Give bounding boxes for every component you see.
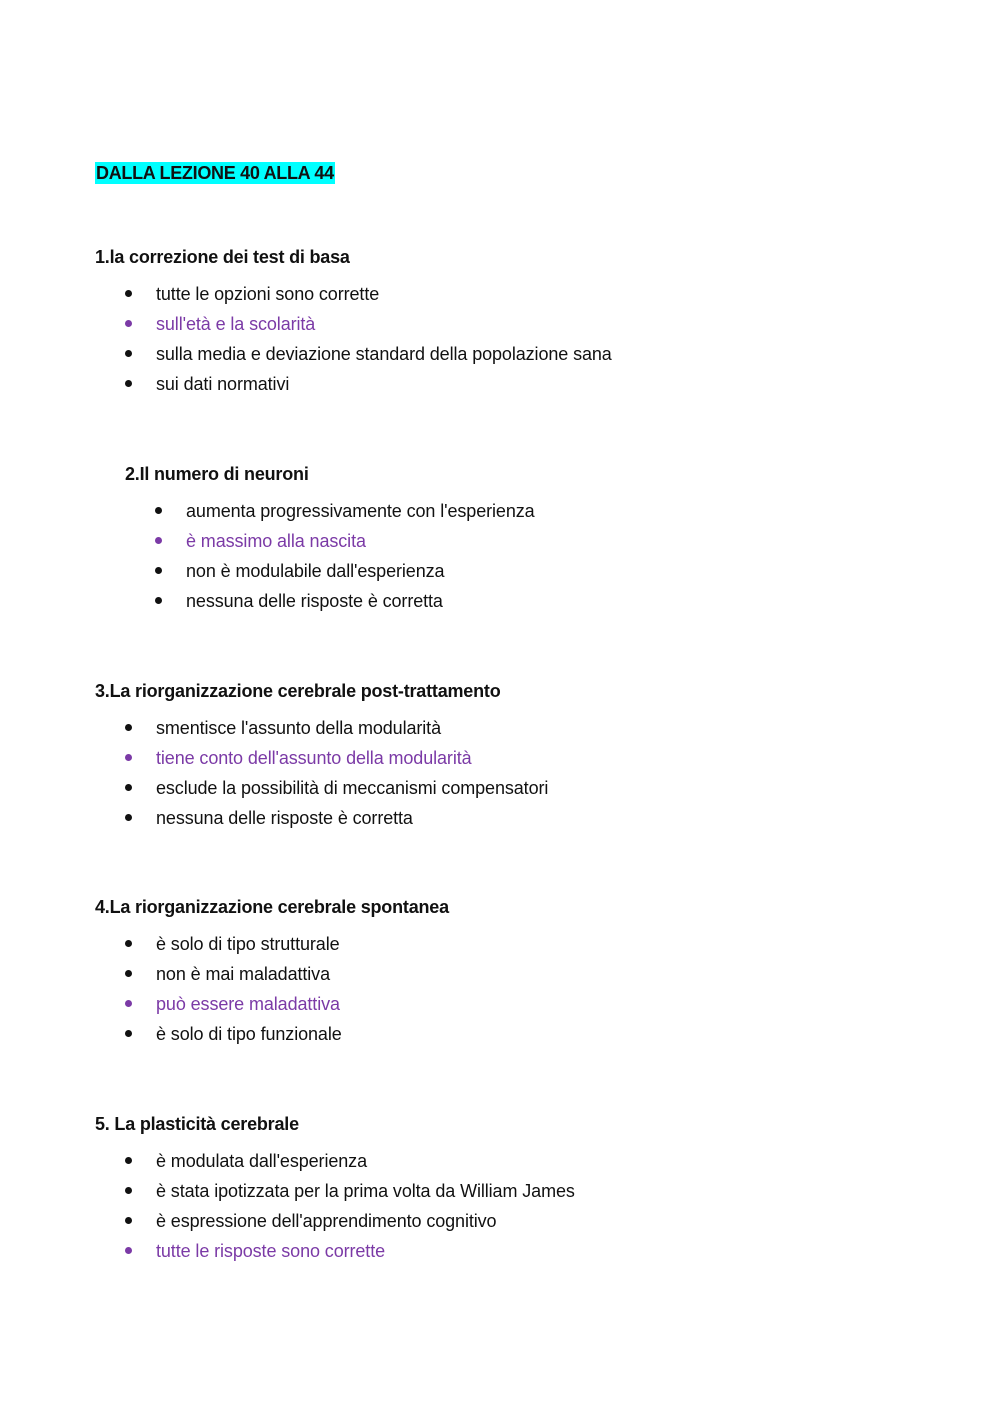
bullet-icon — [125, 814, 132, 821]
bullet-icon — [125, 1157, 132, 1164]
bullet-icon — [155, 567, 162, 574]
answer-text: aumenta progressivamente con l'esperienza — [186, 501, 535, 521]
answer-list — [95, 1146, 575, 1266]
question-heading: 4.La riorganizzazione cerebrale spontanea — [95, 897, 449, 917]
question-heading: 3.La riorganizzazione cerebrale post-trattamento — [95, 681, 501, 701]
answer-list — [95, 279, 612, 399]
bullet-icon — [125, 290, 132, 297]
answer-option — [95, 929, 449, 959]
answer-option — [95, 339, 612, 369]
bullet-icon — [125, 380, 132, 387]
answer-option — [95, 279, 612, 309]
document-title-highlight: DALLA LEZIONE 40 ALLA 44 — [96, 163, 334, 183]
answer-text: è massimo alla nascita — [186, 531, 366, 551]
question-heading: 2.Il numero di neuroni — [125, 464, 309, 484]
answer-option — [95, 369, 612, 399]
answer-text: nessuna delle risposte è corretta — [156, 808, 413, 828]
answer-text: non è mai maladattiva — [156, 964, 330, 984]
bullet-icon — [125, 1247, 132, 1254]
answer-text: tiene conto dell'assunto della modularità — [156, 748, 472, 768]
answer-option — [95, 959, 449, 989]
answer-text: smentisce l'assunto della modularità — [156, 718, 441, 738]
bullet-icon — [125, 1000, 132, 1007]
answer-text: nessuna delle risposte è corretta — [186, 591, 443, 611]
question-1 — [95, 246, 612, 399]
answer-option — [95, 773, 548, 803]
answer-text: tutte le opzioni sono corrette — [156, 284, 380, 304]
bullet-icon — [155, 597, 162, 604]
answer-option — [125, 496, 535, 526]
bullet-icon — [125, 940, 132, 947]
bullet-icon — [125, 970, 132, 977]
bullet-icon — [125, 320, 132, 327]
answer-list — [125, 496, 535, 616]
answer-text: è stata ipotizzata per la prima volta da William James — [156, 1181, 575, 1201]
question-4 — [95, 896, 449, 1049]
answer-text: è espressione dell'apprendimento cognitivo — [156, 1211, 497, 1231]
answer-option — [95, 1206, 575, 1236]
question-heading: 1.la correzione dei test di basa — [95, 247, 350, 267]
answer-option — [95, 1146, 575, 1176]
answer-option-correct — [95, 743, 548, 773]
bullet-icon — [125, 1187, 132, 1194]
bullet-icon — [125, 754, 132, 761]
answer-text: esclude la possibilità di meccanismi compensatori — [156, 778, 549, 798]
answer-text: sull'età e la scolarità — [156, 314, 316, 334]
answer-option — [95, 713, 548, 743]
question-3 — [95, 680, 548, 833]
answer-option-correct — [95, 1236, 575, 1266]
answer-option-correct — [125, 526, 535, 556]
answer-option — [95, 1176, 575, 1206]
bullet-icon — [125, 784, 132, 791]
answer-text: può essere maladattiva — [156, 994, 340, 1014]
answer-option — [125, 586, 535, 616]
bullet-icon — [155, 507, 162, 514]
answer-text: è solo di tipo strutturale — [156, 934, 340, 954]
question-2 — [125, 463, 535, 616]
answer-text: sui dati normativi — [156, 374, 290, 394]
question-heading: 5. La plasticità cerebrale — [95, 1114, 299, 1134]
answer-text: è modulata dall'esperienza — [156, 1151, 367, 1171]
answer-text: non è modulabile dall'esperienza — [186, 561, 445, 581]
answer-option — [95, 803, 548, 833]
answer-option — [125, 556, 535, 586]
bullet-icon — [155, 537, 162, 544]
document-title — [95, 161, 335, 186]
answer-option — [95, 1019, 449, 1049]
answer-list — [95, 929, 449, 1049]
bullet-icon — [125, 724, 132, 731]
answer-text: tutte le risposte sono corrette — [156, 1241, 386, 1261]
question-5 — [95, 1113, 575, 1266]
answer-text: è solo di tipo funzionale — [156, 1024, 342, 1044]
answer-list — [95, 713, 548, 833]
answer-option-correct — [95, 309, 612, 339]
bullet-icon — [125, 1030, 132, 1037]
bullet-icon — [125, 1217, 132, 1224]
answer-text: sulla media e deviazione standard della popolazione sana — [156, 344, 612, 364]
bullet-icon — [125, 350, 132, 357]
answer-option-correct — [95, 989, 449, 1019]
